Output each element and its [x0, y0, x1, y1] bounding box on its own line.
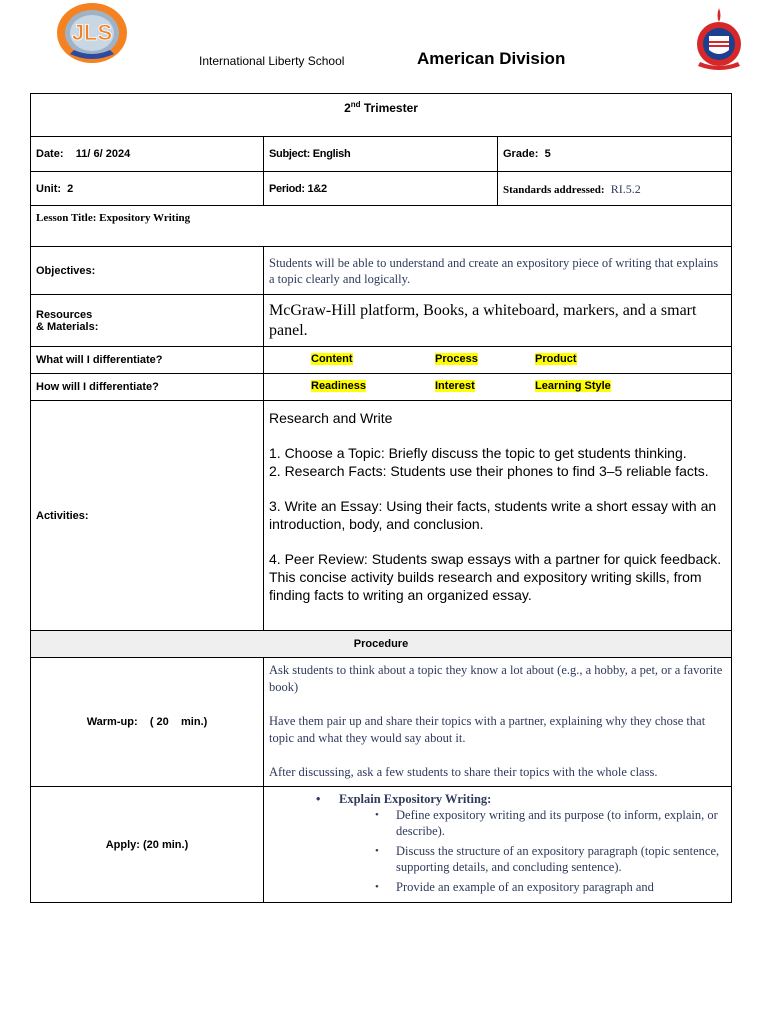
objectives-value: Students will be able to understand and create an expository piece of writing that explains a topic clearly and logically. [264, 247, 732, 295]
resources-value: McGraw-Hill platform, Books, a whiteboard, markers, and a smart panel. [264, 295, 732, 347]
school-name: International Liberty School [199, 54, 345, 68]
trimester-suffix: nd [350, 100, 361, 109]
option-content: Content [311, 353, 353, 365]
apply-item-text: Define expository writing and its purpose (to inform, explain, or describe). [396, 808, 718, 838]
unit-cell [31, 172, 264, 206]
how-differentiate-row [31, 374, 732, 401]
warmup-label: Warm-up: ( 20 min.) [31, 658, 264, 787]
bullet-icon: • [375, 881, 379, 893]
objectives-label: Objectives: [31, 247, 264, 295]
option-learning-style: Learning Style [535, 380, 611, 392]
grade-value: 5 [544, 148, 551, 160]
activities-content [264, 401, 732, 631]
activities-label: Activities: [31, 401, 264, 631]
division-title: American Division [417, 49, 566, 68]
unit-value: 2 [67, 182, 74, 195]
activities-step-2: 2. Research Facts: Students use their phones to find 3–5 reliable facts. [269, 463, 709, 479]
warmup-paragraph-2: Have them pair up and share their topics with a partner, explaining why they chose that topic and what they would say about it. [269, 714, 706, 745]
bullet-icon: • [316, 792, 321, 806]
resources-label [31, 295, 264, 347]
procedure-row [31, 631, 732, 658]
period-cell: Period: 1&2 [264, 172, 498, 206]
activities-step-4: 4. Peer Review: Students swap essays with a partner for quick feedback. This concise activity builds research and expository writing skills, from finding facts to writing an organized essay. [269, 551, 722, 603]
lesson-title: Lesson Title: Expository Writing [31, 206, 732, 247]
bullet-icon: • [375, 809, 379, 821]
apply-heading: Explain Expository Writing: [339, 792, 492, 806]
objectives-row [31, 247, 732, 295]
subject-cell: Subject: English [264, 137, 498, 172]
trimester-label: Trimester [363, 101, 418, 115]
activities-step-1: 1. Choose a Topic: Briefly discuss the topic to get students thinking. [269, 445, 687, 461]
procedure-heading: Procedure [31, 631, 732, 658]
resources-label-line1: Resources [36, 308, 93, 321]
apply-list-item [269, 879, 726, 895]
what-differentiate-row [31, 347, 732, 374]
warmup-row [31, 658, 732, 787]
activities-row [31, 401, 732, 631]
option-process: Process [435, 353, 478, 365]
apply-item-text: Provide an example of an expository paragraph and [396, 880, 654, 894]
resources-row [31, 295, 732, 347]
trimester-number: 2 [344, 101, 351, 115]
logo-left-text: JLS [71, 20, 113, 45]
how-differentiate-options [264, 374, 732, 401]
unit-row [31, 172, 732, 206]
standards-label: Standards addressed: [503, 183, 605, 196]
trimester-heading [31, 94, 732, 137]
option-readiness: Readiness [311, 380, 367, 392]
warmup-paragraph-3: After discussing, ask a few students to share their topics with the whole class. [269, 765, 658, 779]
trimester-row [31, 94, 732, 137]
date-cell [31, 137, 264, 172]
standards-cell [498, 172, 732, 206]
school-logo-left [55, 2, 129, 64]
activities-title: Research and Write [269, 410, 393, 426]
standards-value: RI.5.2 [610, 181, 641, 196]
option-interest: Interest [435, 380, 475, 392]
apply-content [264, 787, 732, 903]
grade-label: Grade: [503, 148, 539, 160]
apply-heading-item [269, 791, 726, 807]
school-crest-right [692, 8, 746, 78]
option-product: Product [535, 353, 577, 365]
unit-label: Unit: [36, 182, 62, 195]
what-differentiate-label: What will I differentiate? [31, 347, 264, 374]
apply-list-item [269, 843, 726, 875]
warmup-content [264, 658, 732, 787]
apply-list-item [269, 807, 726, 839]
lesson-plan-table [30, 93, 732, 903]
apply-item-text: Discuss the structure of an expository paragraph (topic sentence, supporting details, and concluding sentence). [396, 844, 720, 874]
date-row [31, 137, 732, 172]
date-label: Date: [36, 148, 64, 160]
grade-cell [498, 137, 732, 172]
apply-row [31, 787, 732, 903]
activities-step-3: 3. Write an Essay: Using their facts, students write a short essay with an introduction, body, and conclusion. [269, 498, 717, 532]
bullet-icon: • [375, 845, 379, 857]
resources-label-line2: & Materials: [36, 320, 99, 333]
how-differentiate-label: How will I differentiate? [31, 374, 264, 401]
what-differentiate-options [264, 347, 732, 374]
lesson-title-row [31, 206, 732, 247]
date-value: 11/ 6/ 2024 [75, 148, 131, 160]
apply-label: Apply: (20 min.) [31, 787, 264, 903]
warmup-paragraph-1: Ask students to think about a topic they know a lot about (e.g., a hobby, a pet, or a favorite book) [269, 663, 723, 694]
